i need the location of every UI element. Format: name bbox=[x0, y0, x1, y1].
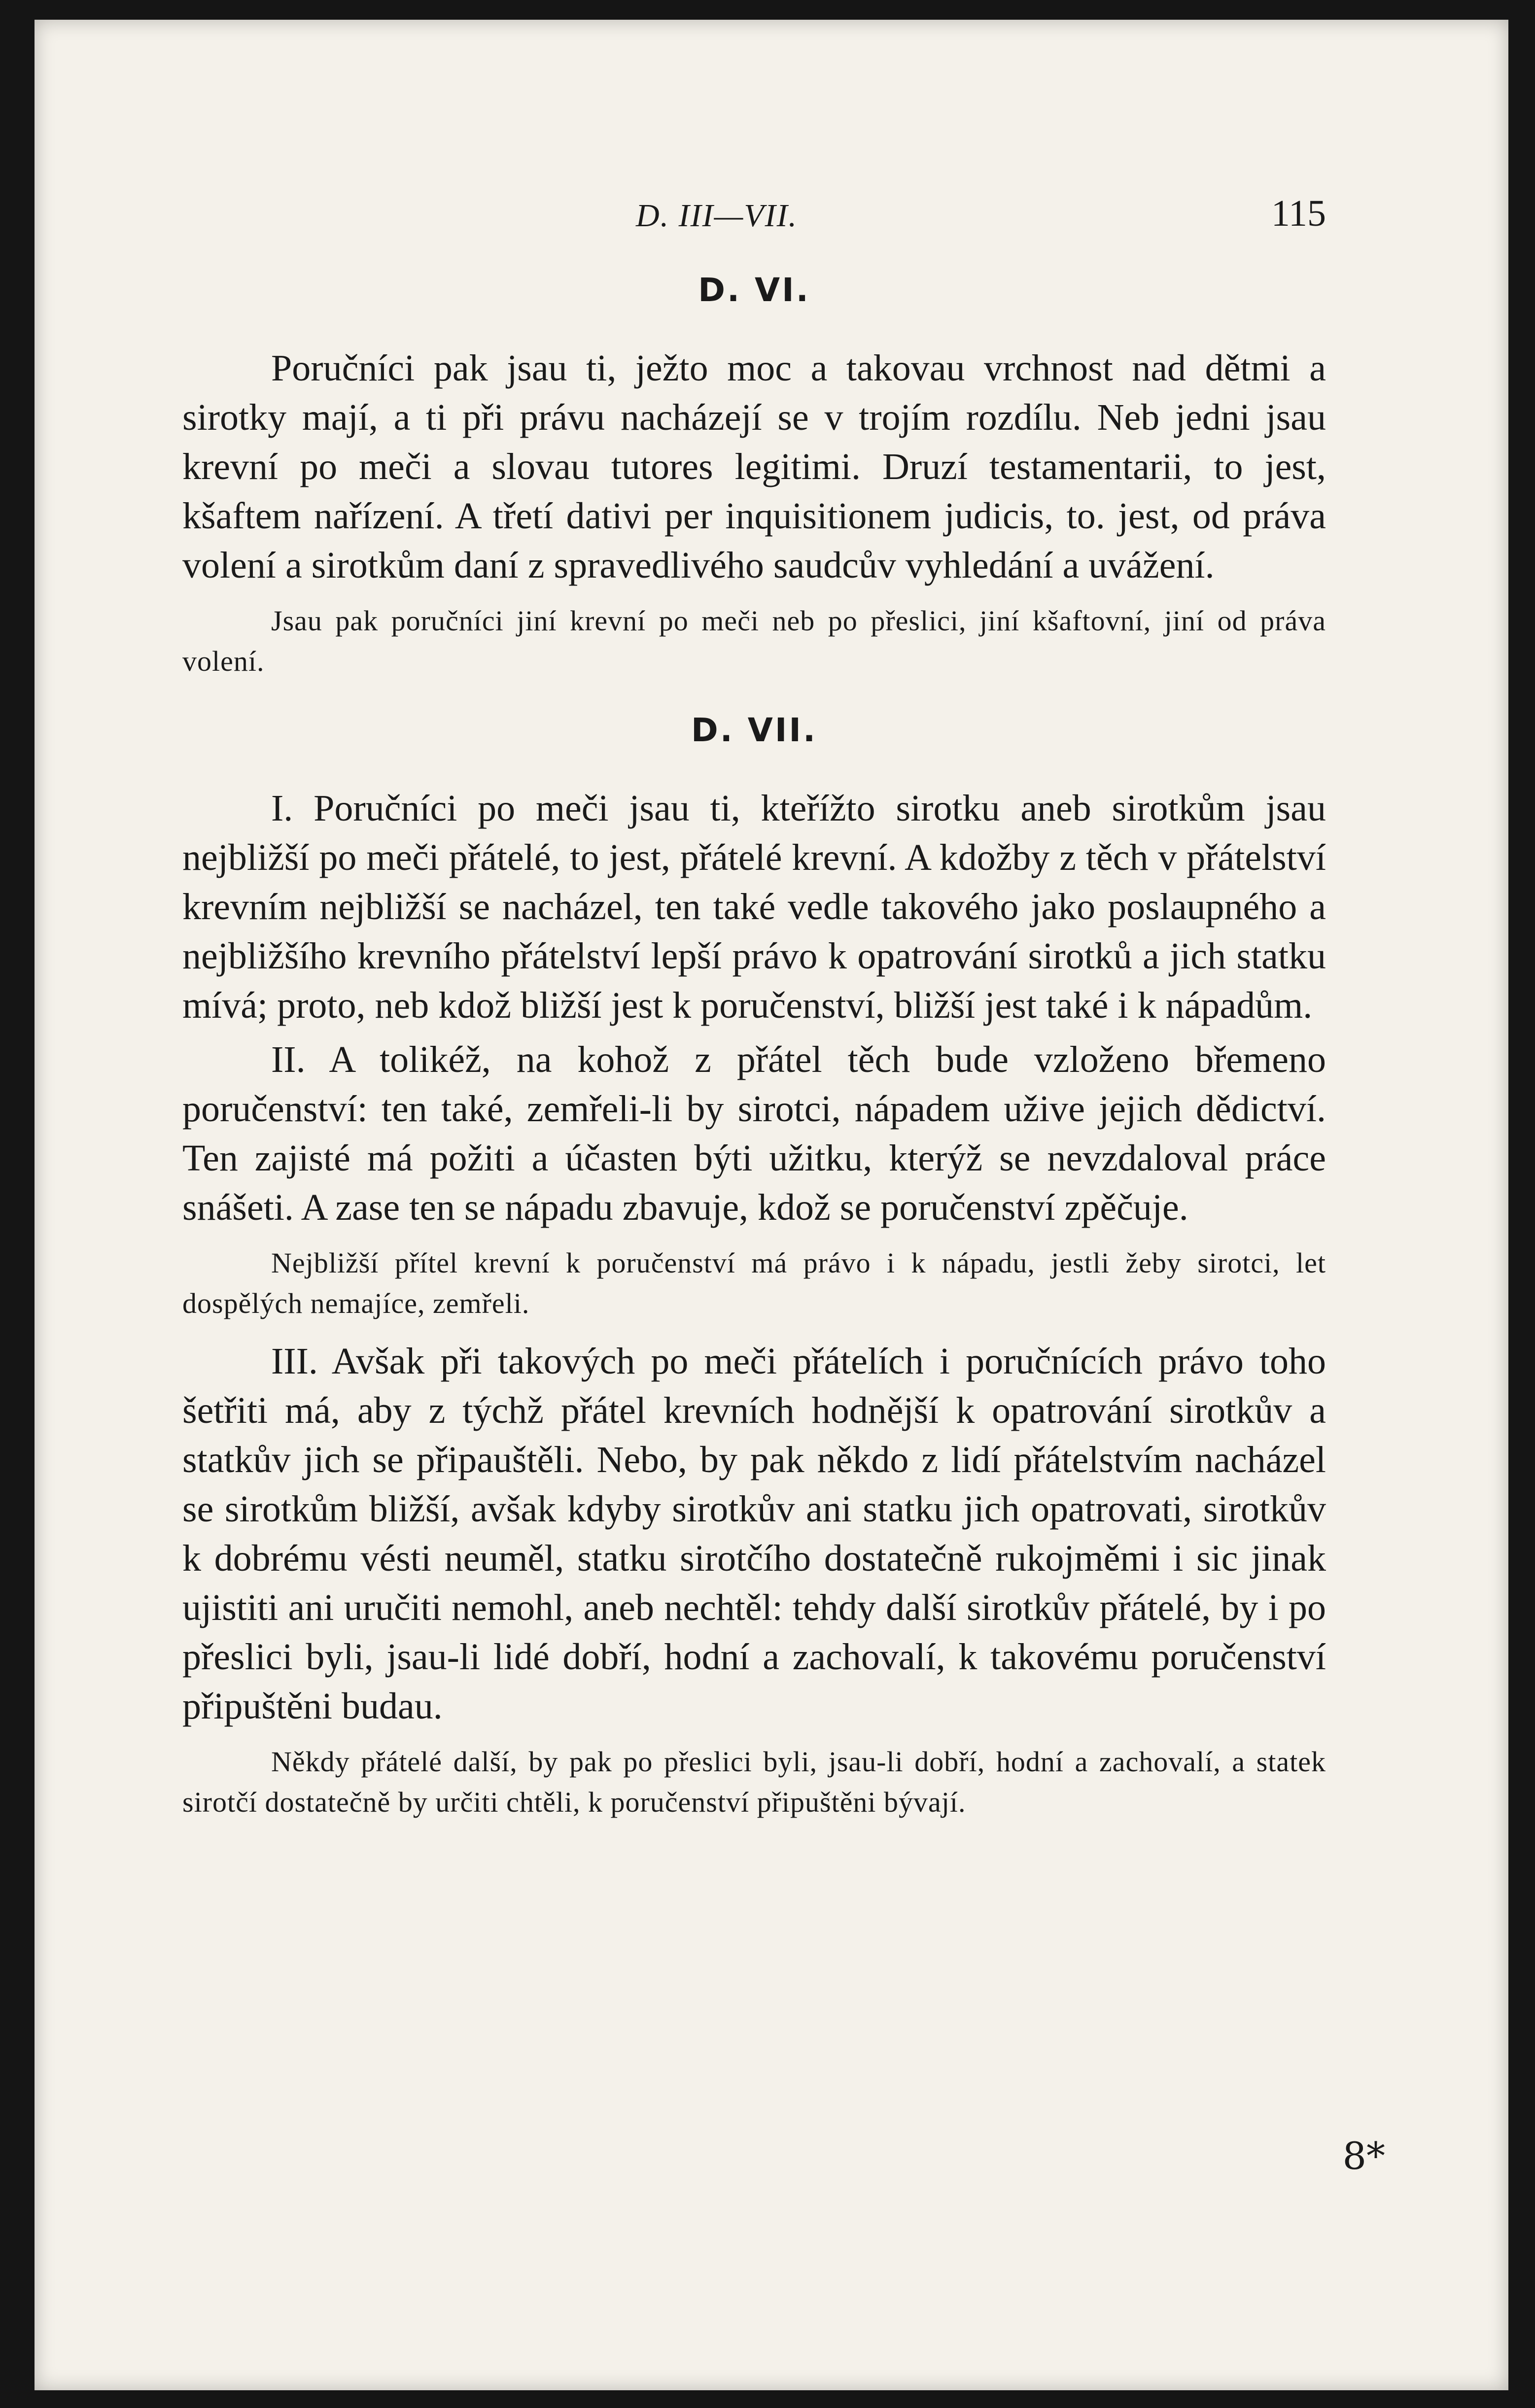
note-vii-3: Někdy přátelé další, by pak po přeslici byli, jsau-li dobří, hodní a zachovalí, a statek sirotčí dostatečně by určiti chtěli, k poručenství připuštěni bývají. bbox=[182, 1746, 1326, 1818]
page-body bbox=[182, 187, 1326, 1835]
note-vi: Jsau pak poručníci jiní krevní po meči neb po přeslici, jiní kšaftovní, jiní od práva volení. bbox=[182, 605, 1326, 677]
page-header bbox=[182, 187, 1326, 241]
paragraph-vii-2: II. A tolikéž, na kohož z přátel těch bude vzloženo břemeno poručenství: ten také, zemřeli-li by sirotci, nápadem užive jejich dědictví. Ten zajisté má požiti a účasten býti užitku, kterýž se nevzdaloval práce snášeti. A zase ten se nápadu zbavuje, kdož se poručenství zpěčuje. bbox=[182, 1039, 1326, 1228]
page-number: 115 bbox=[1271, 193, 1326, 234]
paragraph-vii-1: I. Poručníci po meči jsau ti, kteřížto sirotku aneb sirotkům jsau nejbližší po meči přátelé, to jest, přátelé krevní. A kdožby z těch v přátelství krevním nejbližší se nacházel, ten také vedle takového jako poslaupného a nejbližšího krevního přátelství lepší právo k opatrování sirotků a jich statku mívá; proto, neb kdož bližší jest k poručenství, bližší jest také i k nápadům. bbox=[182, 788, 1326, 1026]
paragraph-vi: Poručníci pak jsau ti, ježto moc a takovau vrchnost nad dětmi a sirotky mají, a ti při právu nacházejí se v trojím rozdílu. Neb jedni jsau krevní po meči a slovau tutores legitimi. Druzí testamentarii, to jest, kšaftem nařízení. A třetí dativi per inquisitionem judicis, to. jest, od práva volení a sirotkům daní z spravedlivého saudcův vyhledání a uvážení. bbox=[182, 347, 1326, 586]
signature-mark: 8* bbox=[1342, 2134, 1385, 2178]
book-page bbox=[35, 20, 1508, 2390]
section-title-vi: D. VI. bbox=[698, 271, 810, 309]
section-title-vii: D. VII. bbox=[691, 711, 818, 749]
running-head: D. III—VII. bbox=[636, 198, 798, 234]
note-vii-2: Nejbližší přítel krevní k poručenství má právo i k nápadu, jestli žeby sirotci, let dospělých nemajíce, zemřeli. bbox=[182, 1247, 1326, 1319]
paragraph-vii-3: III. Avšak při takových po meči přátelích i poručnících právo toho šetřiti má, aby z týchž přátel krevních hodnější k opatrování sirotkův a statkův jich se připauštěli. Nebo, by pak někdo z lidí přátelstvím nacházel se sirotkům bližší, avšak kdyby sirotkův ani statku jich opatrovati, sirotkův k dobrému vésti neuměl, statku sirotčího dostatečně rukojměmi i sic jinak ujistiti ani uručiti nemohl, aneb nechtěl: tehdy další sirotkův přátelé, by i po přeslici byli, jsau-li lidé dobří, hodní a zachovalí, k takovému poručenství připuštěni budau. bbox=[182, 1341, 1326, 1727]
